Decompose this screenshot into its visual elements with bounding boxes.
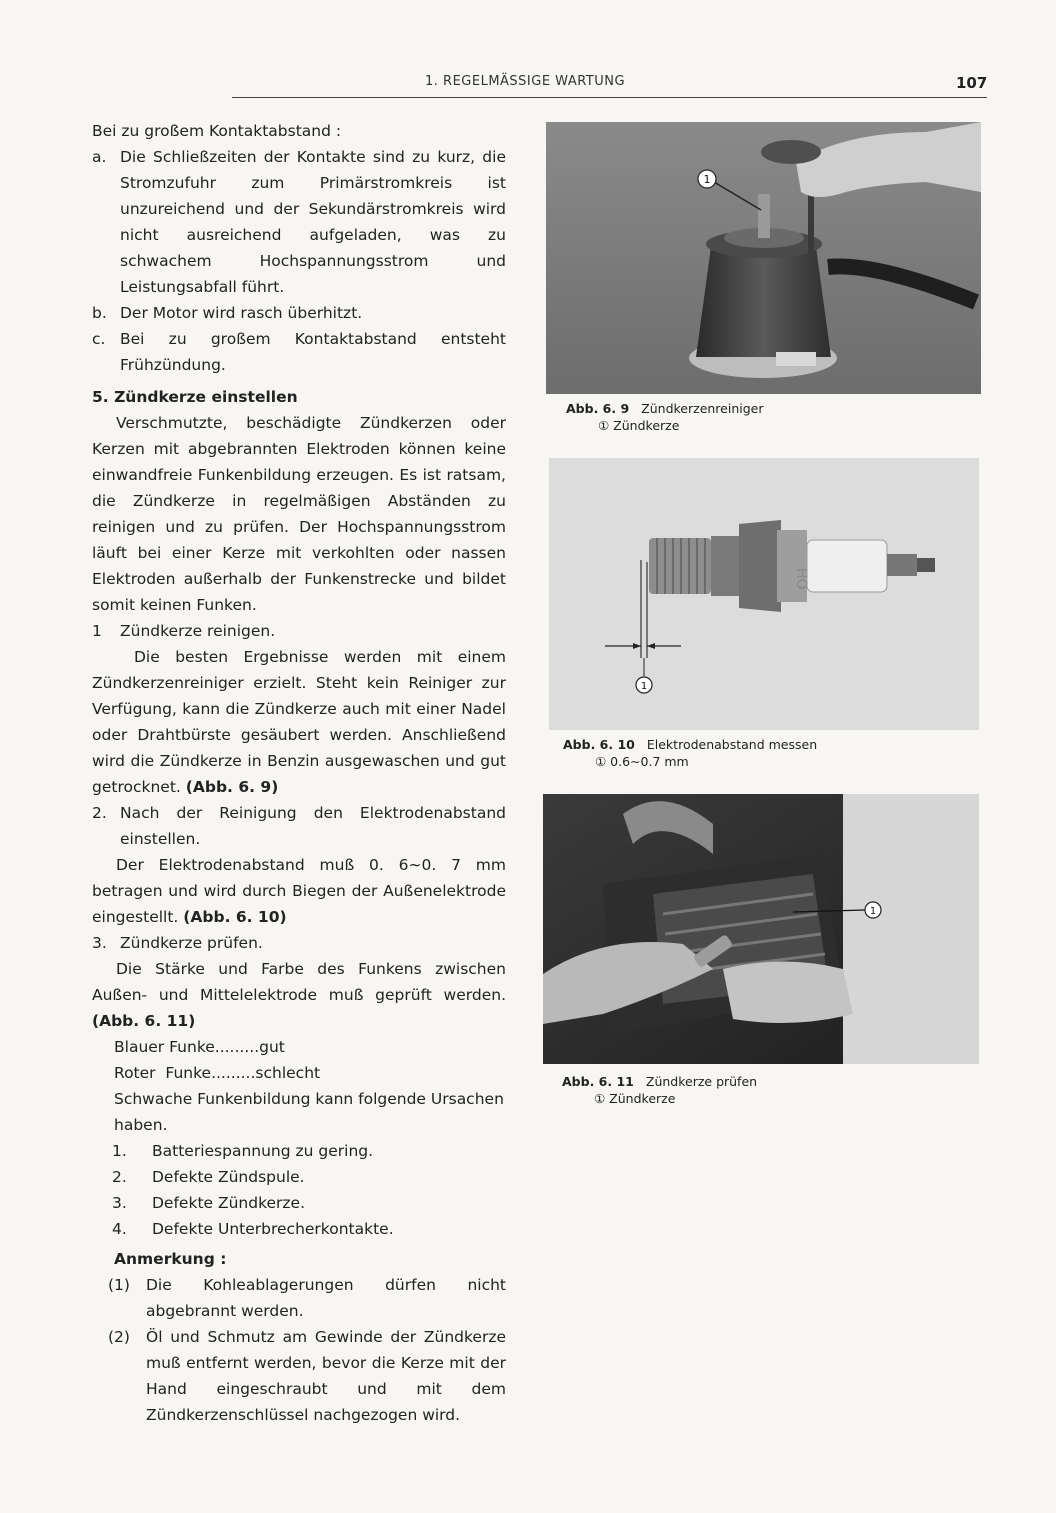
list-item: 4. Defekte Unterbrecherkontakte. [112, 1220, 394, 1238]
list-item: (1) Die Kohleablagerungen dürfen nicht abgebrannt werden. [108, 1276, 506, 1320]
section-heading: 5. Zündkerze einstellen [92, 388, 298, 406]
photo-spark-test [543, 794, 979, 1064]
figure-ref: (Abb. 6. 11) [92, 1012, 196, 1030]
list-item: 1. Batteriespannung zu gering. [112, 1142, 374, 1160]
notes-list [92, 1272, 506, 1428]
list-item: c. Bei zu großem Kontaktabstand entsteht Frühzündung. [92, 330, 506, 374]
main-text-column [92, 118, 506, 1428]
page-header [0, 0, 1056, 100]
figure-caption: Abb. 6. 9 Zündkerzenreiniger ① Zündkerze [566, 401, 764, 433]
callout-1: 1 [640, 681, 648, 692]
intro-lead: Bei zu großem Kontaktabstand : [92, 122, 342, 140]
figure-electrode-gap [549, 458, 979, 730]
figure-caption: Abb. 6. 11 Zündkerze prüfen ① Zündkerze [562, 1074, 758, 1106]
header-rule [232, 97, 987, 98]
step-3-title: 3. Zündkerze prüfen. [92, 934, 263, 952]
svg-text:HO: HO [793, 568, 809, 590]
figure-caption: Abb. 6. 10 Elektrodenabstand messen ① 0.6∼0.7 mm [563, 737, 818, 769]
list-item: (2) Öl und Schmutz am Gewinde der Zündkerze muß entfernt werden, bevor die Kerze mit der Hand eingeschraubt und mit dem Zündkerzenschlüssel nachgezogen wird. [108, 1328, 506, 1424]
photo-spark-plug-cleaner [546, 122, 981, 394]
list-item: a. Die Schließzeiten der Kontakte sind zu kurz, die Stromzufuhr zum Primärstromkreis ist unzureichend und der Sekundärstromkreis wird nicht ausreichend aufgeladen, was zu schwachem Hochspannungsstrom und Leistungsabfall führt. [92, 148, 506, 296]
page-number: 107 [956, 74, 988, 92]
spark-line: Blauer Funke.........gut [114, 1038, 285, 1056]
step-1-text: Die besten Ergebnisse werden mit einem Zündkerzenreiniger erzielt. Steht kein Reiniger zur Verfügung, kann die Zündkerze auch mit einer Nadel oder Drahtbürste gesäubert werden. Anschließend wird die Zündkerze in Benzin ausgewaschen und gut getrocknet. (Abb. 6. 9) [92, 648, 506, 796]
note-heading: Anmerkung : [114, 1250, 227, 1268]
section-intro: Verschmutzte, beschädigte Zündkerzen oder Kerzen mit abgebrannten Elektroden können keine einwandfreie Funkenbildung erzeugen. Es ist ratsam, die Zündkerze in regelmäßigen Abständen zu reinigen und zu prüfen. Der Hochspannungsstrom läuft bei einer Kerze mit verkohlten oder nassen Elektroden außerhalb der Funkenstrecke und bildet somit keinen Funken. [92, 414, 506, 614]
list-item: 3. Defekte Zündkerze. [112, 1194, 306, 1212]
photo-electrode-gap [549, 458, 979, 730]
step-2-title: 2. Nach der Reinigung den Elektrodenabstand einstellen. [92, 804, 506, 848]
figure-spark-plug-cleaner [546, 122, 981, 394]
callout-1: 1 [703, 173, 711, 186]
spark-line: Roter Funke.........schlecht [114, 1064, 321, 1082]
figure-spark-test [543, 794, 979, 1064]
step-2-text: Der Elektrodenabstand muß 0. 6∼0. 7 mm betragen und wird durch Biegen der Außenelektrode eingestellt. (Abb. 6. 10) [92, 856, 506, 926]
figure-ref: (Abb. 6. 9) [185, 778, 279, 796]
running-title: 1. REGELMÄSSIGE WARTUNG [425, 74, 626, 89]
figure-ref: (Abb. 6. 10) [183, 908, 287, 926]
list-item: 2. Defekte Zündspule. [112, 1168, 305, 1186]
causes-list [92, 1138, 506, 1242]
list-item: b. Der Motor wird rasch überhitzt. [92, 304, 363, 322]
callout-1: 1 [869, 906, 877, 917]
weak-spark-text: Schwache Funkenbildung kann folgende Ursachen haben. [114, 1090, 504, 1134]
step-3-text: Die Stärke und Farbe des Funkens zwischen Außen- und Mittelelektrode muß geprüft werden. (Abb. 6. 11) [92, 960, 506, 1030]
step-1-title: 1 Zündkerze reinigen. [92, 622, 276, 640]
spark-color-list [92, 1034, 506, 1138]
